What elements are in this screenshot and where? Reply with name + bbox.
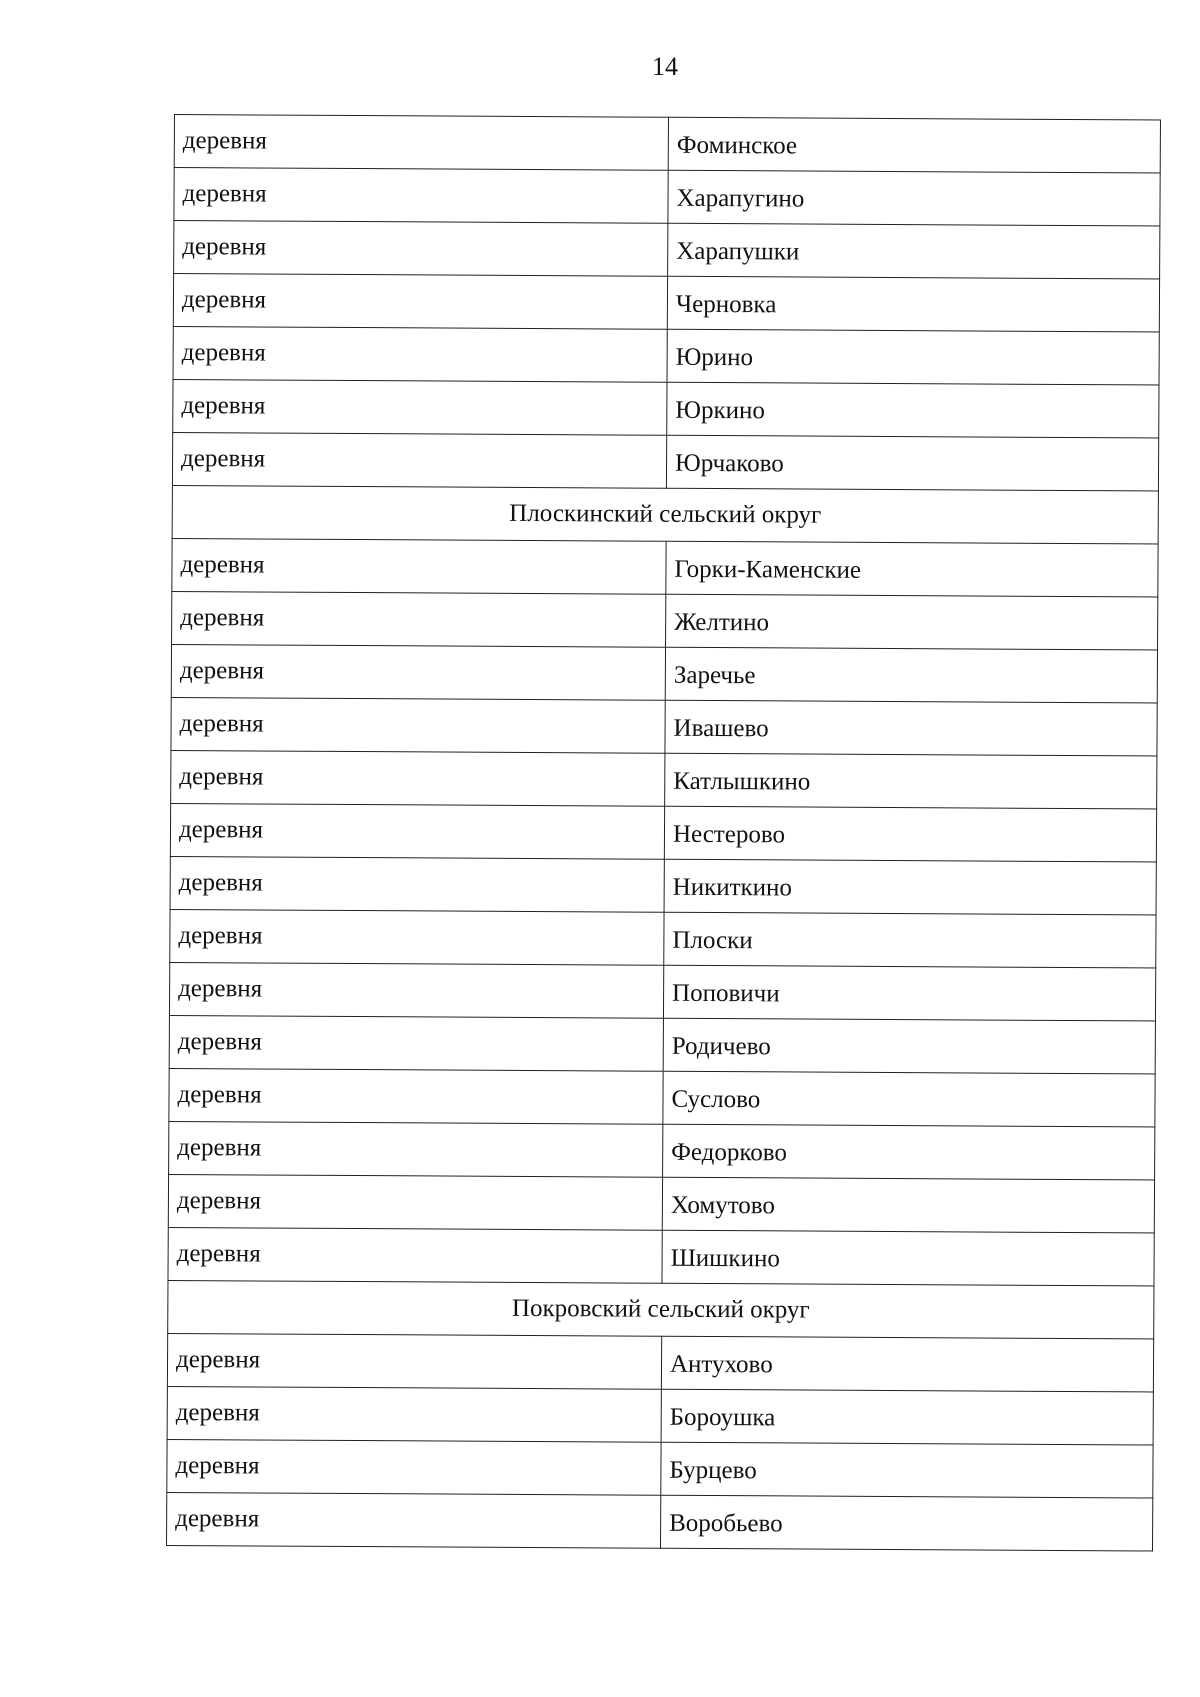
settlement-type-cell: деревня — [173, 326, 667, 382]
settlement-type-cell: деревня — [169, 1121, 663, 1177]
section-header-row — [168, 1280, 1154, 1339]
settlement-name-cell: Антухово — [661, 1336, 1153, 1392]
settlements-table-body — [167, 115, 1161, 1551]
settlement-type-cell: деревня — [170, 909, 664, 965]
table-row — [167, 1386, 1153, 1445]
settlement-type-cell: деревня — [167, 1386, 661, 1442]
settlement-type-cell: деревня — [167, 1439, 661, 1495]
settlement-type-cell: деревня — [169, 1015, 663, 1071]
settlement-name-cell: Черновка — [667, 276, 1159, 332]
settlement-type-cell: деревня — [173, 379, 667, 435]
settlement-name-cell: Юрино — [667, 329, 1159, 385]
settlement-type-cell: деревня — [171, 750, 665, 806]
table-row — [169, 1068, 1155, 1127]
table-row — [171, 697, 1157, 756]
settlement-name-cell: Шишкино — [662, 1230, 1154, 1286]
section-title: Плоскинский сельский округ — [172, 485, 1158, 544]
section-header-row — [172, 485, 1158, 544]
settlement-name-cell: Никиткино — [664, 859, 1156, 915]
settlement-type-cell: деревня — [169, 962, 663, 1018]
table-row — [170, 856, 1156, 915]
table-row — [174, 168, 1160, 227]
settlement-name-cell: Харапушки — [668, 223, 1160, 279]
settlement-type-cell: деревня — [167, 1333, 661, 1389]
settlement-type-cell: деревня — [171, 697, 665, 753]
settlement-type-cell: деревня — [169, 1068, 663, 1124]
settlement-name-cell: Плоски — [664, 912, 1156, 968]
settlement-name-cell: Горки-Каменские — [666, 541, 1158, 597]
table-row — [169, 1015, 1155, 1074]
table-row — [173, 379, 1159, 438]
table-row — [173, 326, 1159, 385]
table-row — [174, 221, 1160, 280]
table-row — [172, 591, 1158, 650]
settlement-type-cell: деревня — [174, 168, 668, 224]
settlement-name-cell: Бороушка — [661, 1389, 1153, 1445]
table-row — [170, 803, 1156, 862]
settlement-name-cell: Заречье — [665, 647, 1157, 703]
table-row — [169, 1121, 1155, 1180]
settlement-type-cell: деревня — [168, 1227, 662, 1283]
settlement-type-cell: деревня — [170, 803, 664, 859]
settlements-table — [166, 114, 1161, 1551]
table-row — [167, 1492, 1153, 1551]
settlement-name-cell: Поповичи — [663, 965, 1155, 1021]
settlement-type-cell: деревня — [170, 856, 664, 912]
table-row — [174, 115, 1160, 174]
table-row — [173, 274, 1159, 333]
settlement-type-cell: деревня — [167, 1492, 661, 1548]
settlement-name-cell: Юрчаково — [666, 435, 1158, 491]
settlement-name-cell: Нестерово — [664, 806, 1156, 862]
table-row — [167, 1439, 1153, 1498]
settlement-name-cell: Юркино — [667, 382, 1159, 438]
settlement-name-cell: Ивашево — [665, 700, 1157, 756]
table-row — [171, 750, 1157, 809]
table-row — [172, 432, 1158, 491]
settlement-name-cell: Хомутово — [662, 1177, 1154, 1233]
settlement-type-cell: деревня — [173, 274, 667, 330]
table-row — [172, 538, 1158, 597]
settlement-name-cell: Суслово — [663, 1071, 1155, 1127]
settlement-type-cell: деревня — [172, 591, 666, 647]
settlement-name-cell: Катлышкино — [665, 753, 1157, 809]
page-number: 14 — [652, 52, 678, 81]
settlement-type-cell: деревня — [172, 432, 666, 488]
settlement-type-cell: деревня — [172, 538, 666, 594]
settlement-type-cell: деревня — [174, 221, 668, 277]
settlement-name-cell: Харапугино — [668, 170, 1160, 226]
settlement-name-cell: Родичево — [663, 1018, 1155, 1074]
table-row — [168, 1174, 1154, 1233]
table-row — [171, 644, 1157, 703]
settlement-name-cell: Федорково — [663, 1124, 1155, 1180]
section-title: Покровский сельский округ — [168, 1280, 1154, 1339]
table-row — [168, 1227, 1154, 1286]
table-row — [167, 1333, 1153, 1392]
settlement-type-cell: деревня — [171, 644, 665, 700]
settlement-name-cell: Фоминское — [668, 117, 1160, 173]
settlement-type-cell: деревня — [168, 1174, 662, 1230]
settlement-name-cell: Воробьево — [660, 1495, 1152, 1551]
table-row — [169, 962, 1155, 1021]
settlement-type-cell: деревня — [174, 115, 668, 171]
settlement-name-cell: Бурцево — [661, 1442, 1153, 1498]
settlement-name-cell: Желтино — [666, 594, 1158, 650]
table-row — [170, 909, 1156, 968]
